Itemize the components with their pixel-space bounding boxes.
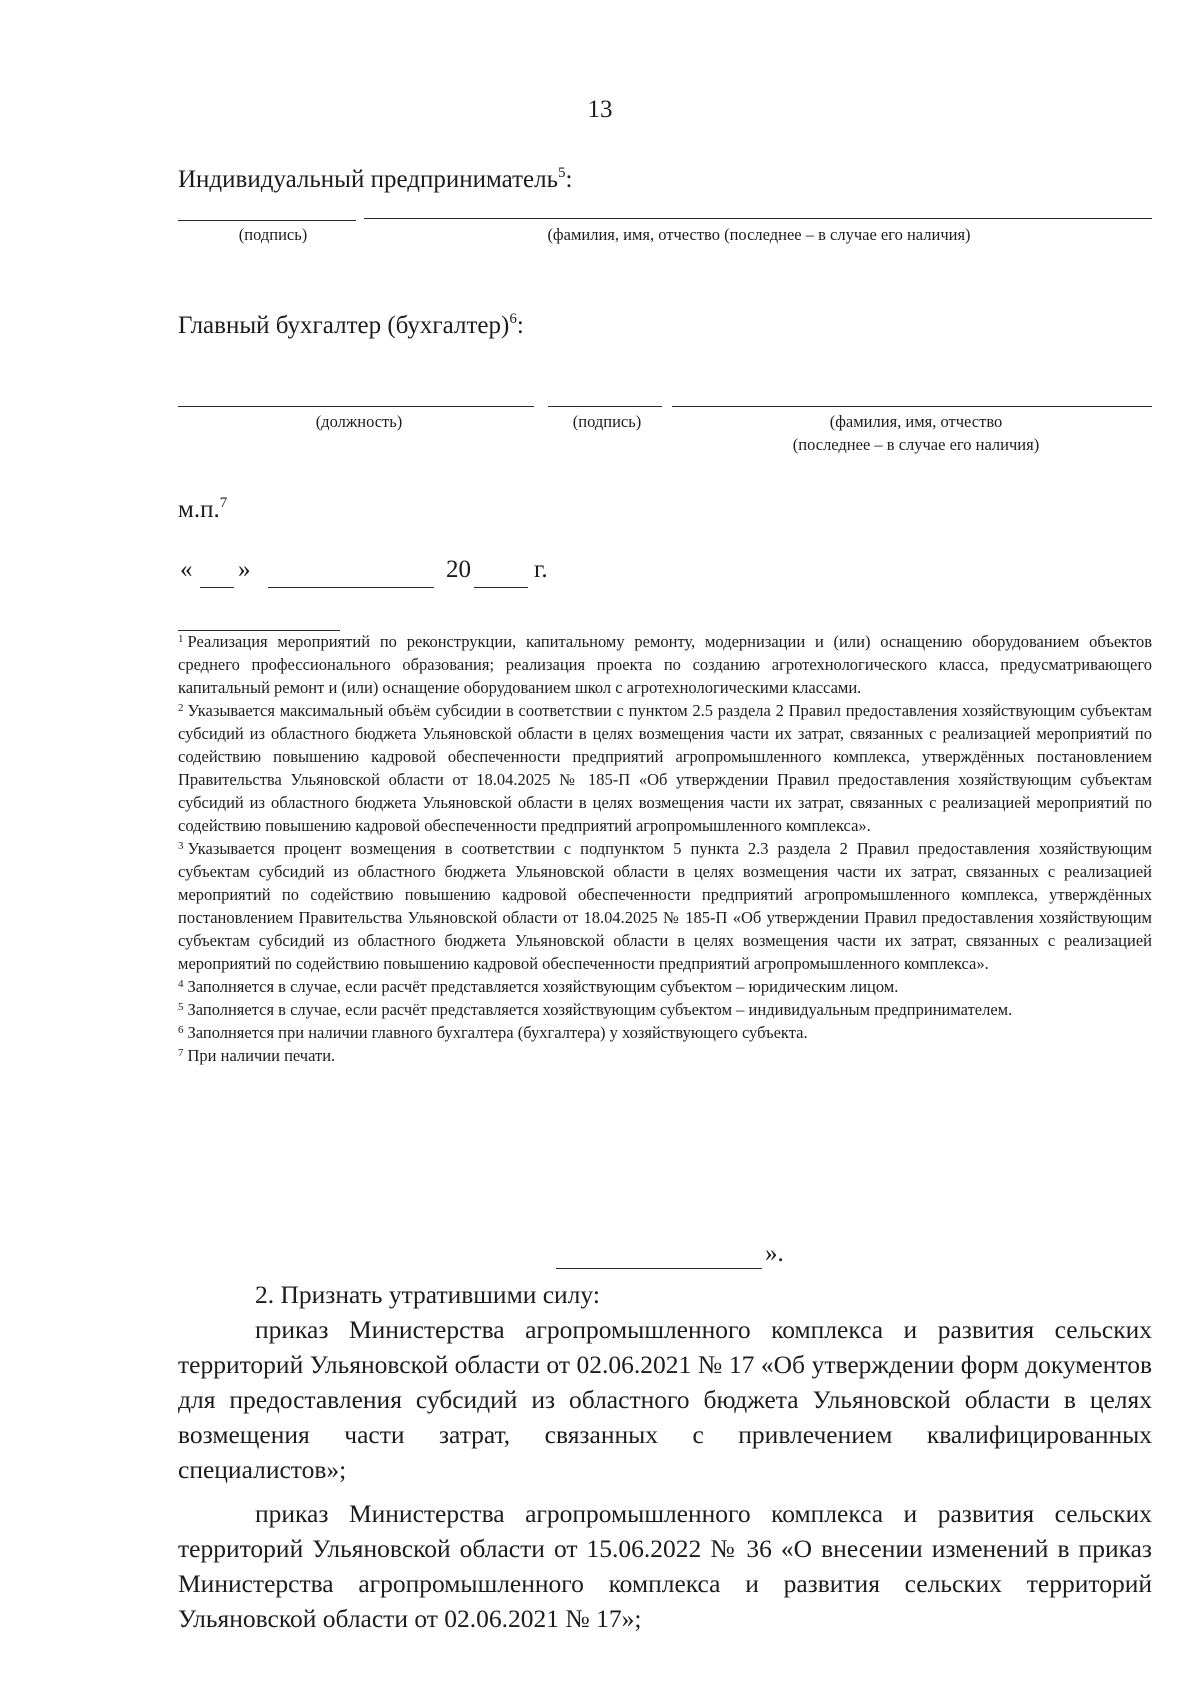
accountant-signature-line xyxy=(548,406,662,407)
footnote-3 xyxy=(178,837,1152,975)
entrepreneur-heading-colon: : xyxy=(565,166,573,193)
footnote-5-number: 5 xyxy=(178,1001,184,1013)
footnote-2 xyxy=(178,699,1152,837)
stamp-label: м.п. xyxy=(178,496,220,523)
section-2-title: 2. Признать утратившими силу: xyxy=(255,1280,600,1309)
footnote-2-number: 2 xyxy=(178,702,184,714)
footnote-4-text: Заполняется в случае, если расчёт представляется хозяйствующим субъектом – юридическим лицом. xyxy=(187,977,899,996)
date-day-line xyxy=(200,587,234,588)
end-mark: ». xyxy=(765,1240,784,1267)
date-open-quote: « xyxy=(180,556,193,583)
accountant-name-line xyxy=(672,406,1152,407)
accountant-heading-colon: : xyxy=(516,312,524,339)
footnote-1-number: 1 xyxy=(178,633,184,645)
accountant-position-caption: (должность) xyxy=(315,412,403,431)
footnote-5-text: Заполняется в случае, если расчёт представляется хозяйствующим субъектом – индивидуальным предпринимателем. xyxy=(187,1000,1013,1019)
page-number: 13 xyxy=(587,96,613,123)
entrepreneur-heading-text: Индивидуальный предприниматель xyxy=(178,166,558,193)
section-2 xyxy=(178,1277,1152,1636)
footnote-3-number: 3 xyxy=(178,840,184,852)
footnote-4 xyxy=(178,975,1152,998)
footnote-3-text: Указывается процент возмещения в соответствии с подпунктом 5 пункта 2.3 раздела 2 Правил предоставления хозяйствующим субъектам субсидий из областного бюджета Ульяновской области в целях возмещения части их затрат, связанных с реализацией мероприятий по содействию повышению кадровой обеспеченности предприятий агропромышленного комплекса, утверждённых постановлением Правительства Ульяновской области от 18.04.2025 № 185-П «Об утверждении Правил предоставления хозяйствующим субъектам субсидий из областного бюджета Ульяновской области в целях возмещения части их затрат, связанных с реализацией мероприятий по содействию повышению кадровой обеспеченности предприятий агропромышленного комплекса». xyxy=(178,839,1152,973)
footnote-4-number: 4 xyxy=(178,978,184,990)
footnote-ref-7: 7 xyxy=(219,495,228,511)
date-year-line xyxy=(474,587,528,588)
entrepreneur-name-caption: (фамилия, имя, отчество (последнее – в случае его наличия) xyxy=(547,225,971,244)
paragraph-gap xyxy=(178,1487,1152,1496)
date-month-line xyxy=(268,587,434,588)
date-close-quote: » xyxy=(238,556,251,583)
accountant-name-caption xyxy=(672,410,1160,456)
end-mark-line xyxy=(556,1268,762,1269)
footnote-5 xyxy=(178,998,1152,1021)
footnote-6-number: 6 xyxy=(178,1024,184,1036)
accountant-signature-caption: (подпись) xyxy=(572,412,642,431)
accountant-name-caption-line2: (последнее – в случае его наличия) xyxy=(792,435,1040,454)
date-century: 20 xyxy=(446,556,471,583)
footnote-7-number: 7 xyxy=(178,1047,184,1059)
footnote-2-text: Указывается максимальный объём субсидии в соответствии с пунктом 2.5 раздела 2 Правил предоставления хозяйствующим субъектам субсидий из областного бюджета Ульяновской области в целях возмещения части их затрат, связанных с реализацией мероприятий по содействию повышению кадровой обеспеченности предприятий агропромышленного комплекса, утверждённых постановлением Правительства Ульяновской области от 18.04.2025 № 185-П «Об утверждении Правил предоставления хозяйствующим субъектам субсидий из областного бюджета Ульяновской области в целях возмещения части их затрат, связанных с реализацией мероприятий по содействию повышению кадровой обеспеченности предприятий агропромышленного комплекса». xyxy=(178,701,1152,835)
footnote-6 xyxy=(178,1021,1152,1044)
section-2-item-2: приказ Министерства агропромышленного комплекса и развития сельских территорий Ульяновской области от 15.06.2022 № 36 «О внесении изменений в приказ Министерства агропромышленного комплекса и развития сельских территорий Ульяновской области от 02.06.2021 № 17»; xyxy=(178,1499,1152,1633)
entrepreneur-signature-line xyxy=(178,220,356,221)
stamp-place xyxy=(178,496,227,524)
entrepreneur-name-line xyxy=(364,218,1152,219)
footnote-7-text: При наличии печати. xyxy=(187,1046,336,1065)
accountant-heading-text: Главный бухгалтер (бухгалтер) xyxy=(178,312,510,339)
footnote-1-text: Реализация мероприятий по реконструкции, капитальному ремонту, модернизации и (или) оснащению оборудованием объектов среднего профессионального образования; реализация проекта по созданию агротехнологического класса, предусматривающего капитальный ремонт и (или) оснащение оборудованием школ с агротехнологическими классами. xyxy=(178,632,1152,697)
accountant-name-caption-line1: (фамилия, имя, отчество xyxy=(829,412,1003,431)
footnote-ref-5: 5 xyxy=(557,165,566,181)
accountant-position-line xyxy=(178,406,534,407)
footnote-7 xyxy=(178,1044,1152,1067)
entrepreneur-signature-caption: (подпись) xyxy=(238,225,308,244)
footnotes xyxy=(178,630,1152,1067)
footnote-1 xyxy=(178,630,1152,699)
section-2-item-1: приказ Министерства агропромышленного комплекса и развития сельских территорий Ульяновской области от 02.06.2021 № 17 «Об утверждении форм документов для предоставления субсидий из областного бюджета Ульяновской области в целях возмещения части затрат, связанных с привлечением квалифицированных специалистов»; xyxy=(178,1315,1152,1484)
footnote-ref-6: 6 xyxy=(509,311,517,327)
date-year-suffix: г. xyxy=(534,556,548,583)
entrepreneur-heading xyxy=(178,166,572,194)
accountant-heading xyxy=(178,312,524,340)
footnote-6-text: Заполняется при наличии главного бухгалтера (бухгалтера) у хозяйствующего субъекта. xyxy=(187,1023,808,1042)
